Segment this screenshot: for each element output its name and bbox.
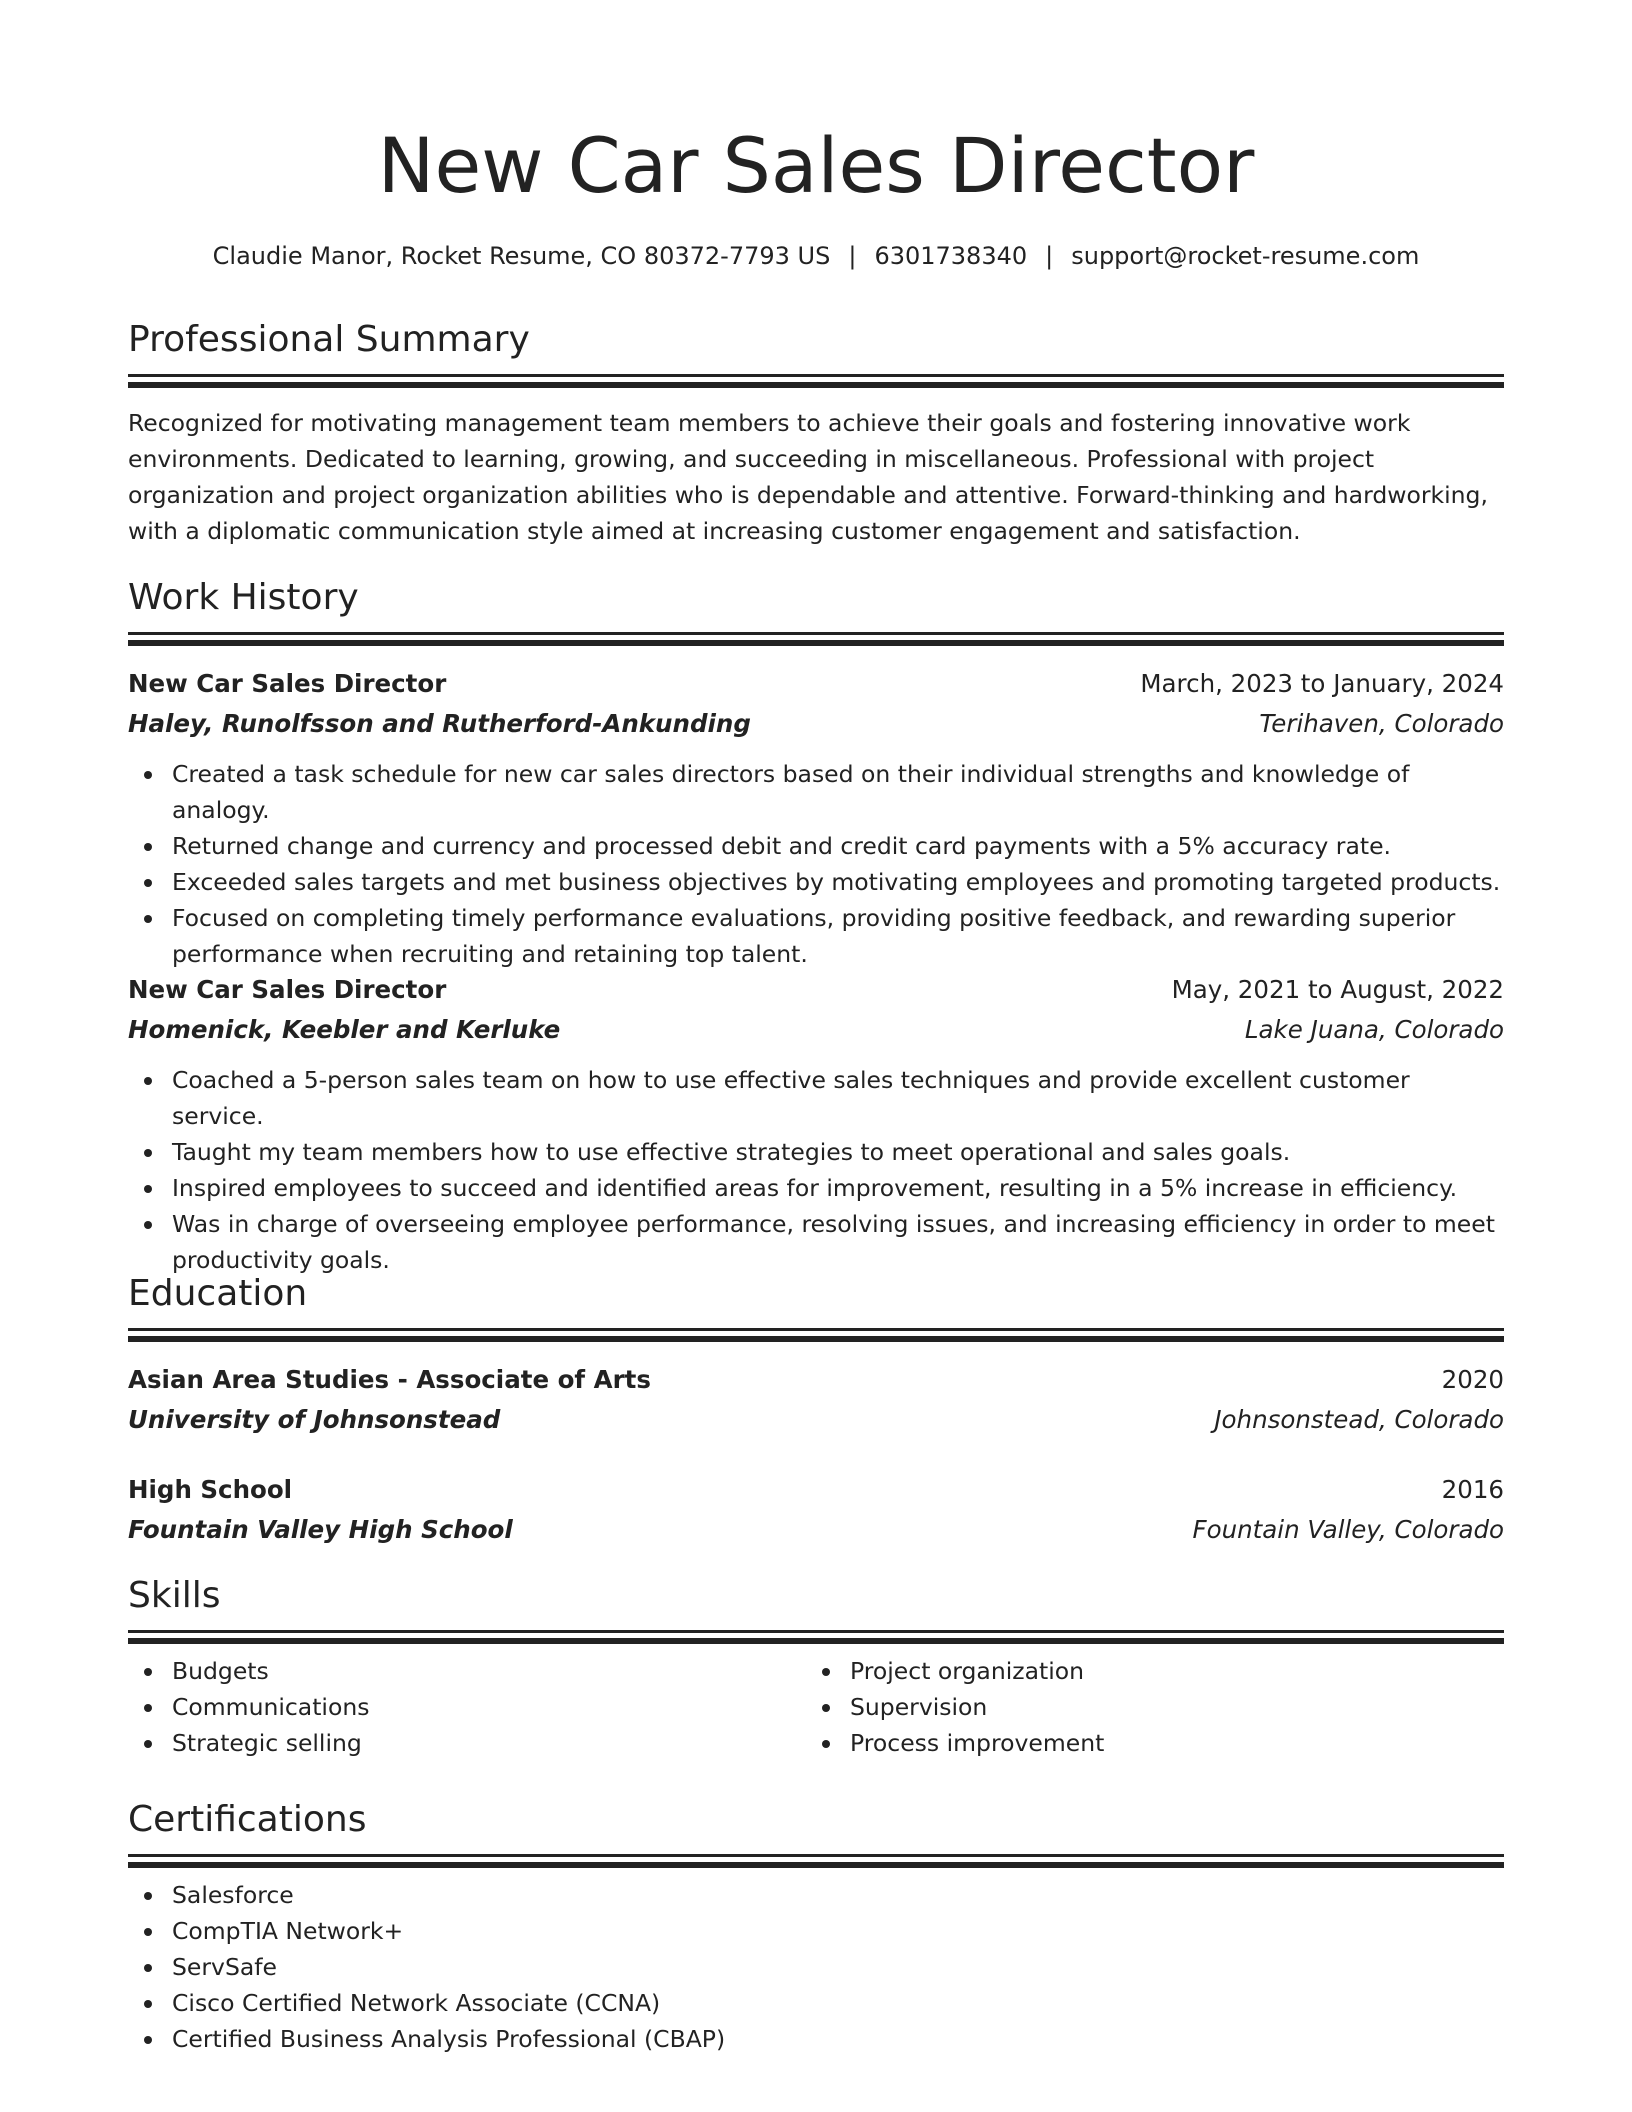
job-company: Homenick, Keebler and Kerluke [128, 1015, 561, 1044]
list-item: Coached a 5-person sales team on how to use effective sales techniques and provide excellent customer service. [128, 1062, 1504, 1134]
section-heading: Work History [128, 577, 359, 618]
list-item: Project organization [806, 1653, 1484, 1689]
list-item: ServSafe [128, 1949, 1504, 1985]
list-item: Process improvement [806, 1725, 1484, 1761]
education-entry [128, 1470, 1504, 1550]
list-item: Cisco Certified Network Associate (CCNA) [128, 1985, 1504, 2021]
skills-list-right [806, 1653, 1484, 1761]
education-year: 2016 [1441, 1475, 1504, 1504]
list-item: Certified Business Analysis Professional (CBAP) [128, 2021, 1504, 2057]
certifications-section [128, 1796, 1504, 2057]
job-header-row [128, 664, 1504, 704]
job-location: Terihaven, Colorado [1259, 709, 1504, 738]
section-divider [128, 1854, 1504, 1857]
job-entry [128, 664, 1504, 972]
section-divider [128, 1630, 1504, 1633]
list-item: Returned change and currency and processed debit and credit card payments with a 5% accuracy rate. [128, 828, 1504, 864]
list-item: Exceeded sales targets and met business objectives by motivating employees and promoting targeted products. [128, 864, 1504, 900]
education-school-row [128, 1510, 1504, 1550]
education-school-row [128, 1400, 1504, 1440]
section-heading: Skills [128, 1575, 221, 1616]
job-company-row [128, 1010, 1504, 1050]
section-heading: Education [128, 1273, 308, 1314]
education-school: University of Johnsonstead [128, 1405, 501, 1434]
section-heading: Certifications [128, 1799, 367, 1840]
list-item: Salesforce [128, 1877, 1504, 1913]
education-header-row [128, 1360, 1504, 1400]
section-divider [128, 374, 1504, 377]
list-item: Strategic selling [128, 1725, 806, 1761]
job-entry [128, 970, 1504, 1278]
education-degree: High School [128, 1475, 293, 1504]
job-company: Haley, Runolfsson and Rutherford-Ankunding [128, 709, 751, 738]
summary-text: Recognized for motivating management team members to achieve their goals and fostering innovative work environments. Dedicated to learning, growing, and succeeding in miscellaneous. Professional with project organization and project organization abilities who is dependable and attentive. Forward-thinking and hardworking, with a diplomatic communication style aimed at increasing customer engagement and satisfaction. [128, 409, 1488, 545]
skills-section [128, 1572, 1504, 1761]
contact-separator: | [1045, 242, 1054, 270]
list-item: Created a task schedule for new car sales directors based on their individual strengths and knowledge of analogy. [128, 756, 1504, 828]
skills-columns [128, 1633, 1504, 1761]
section-divider [128, 1328, 1504, 1331]
contact-email[interactable]: support@rocket-resume.com [1071, 242, 1420, 270]
contact-line [128, 238, 1504, 274]
list-item: CompTIA Network+ [128, 1913, 1504, 1949]
list-item: Budgets [128, 1653, 806, 1689]
education-header-row [128, 1470, 1504, 1510]
education-section [128, 1270, 1504, 1331]
job-dates: May, 2021 to August, 2022 [1171, 975, 1504, 1004]
work-history-section [128, 574, 1504, 635]
contact-address: Claudie Manor, Rocket Resume, CO 80372-7793 US [212, 242, 831, 270]
list-item: Communications [128, 1689, 806, 1725]
list-item: Inspired employees to succeed and identified areas for improvement, resulting in a 5% increase in efficiency. [128, 1170, 1504, 1206]
job-header-row [128, 970, 1504, 1010]
job-location: Lake Juana, Colorado [1244, 1015, 1504, 1044]
education-location: Fountain Valley, Colorado [1192, 1515, 1504, 1544]
list-item: Focused on completing timely performance evaluations, providing positive feedback, and rewarding superior performance when recruiting and retaining top talent. [128, 900, 1504, 972]
section-heading: Professional Summary [128, 319, 530, 360]
job-title: New Car Sales Director [128, 975, 447, 1004]
education-entry [128, 1360, 1504, 1440]
contact-phone: 6301738340 [874, 242, 1028, 270]
summary-section [128, 316, 1504, 549]
education-location: Johnsonstead, Colorado [1214, 1405, 1504, 1434]
job-title: New Car Sales Director [128, 669, 447, 698]
certifications-list [128, 1877, 1504, 2057]
skills-list-left [128, 1653, 806, 1761]
section-divider [128, 632, 1504, 635]
education-degree: Asian Area Studies - Associate of Arts [128, 1365, 651, 1394]
list-item: Supervision [806, 1689, 1484, 1725]
contact-separator: | [848, 242, 857, 270]
job-bullets [128, 756, 1504, 972]
job-bullets [128, 1062, 1504, 1278]
job-dates: March, 2023 to January, 2024 [1140, 669, 1504, 698]
resume-title: New Car Sales Director [377, 121, 1255, 210]
education-school: Fountain Valley High School [128, 1515, 513, 1544]
list-item: Was in charge of overseeing employee performance, resolving issues, and increasing efficiency in order to meet productivity goals. [128, 1206, 1504, 1278]
education-year: 2020 [1441, 1365, 1504, 1394]
job-company-row [128, 704, 1504, 744]
list-item: Taught my team members how to use effective strategies to meet operational and sales goals. [128, 1134, 1504, 1170]
